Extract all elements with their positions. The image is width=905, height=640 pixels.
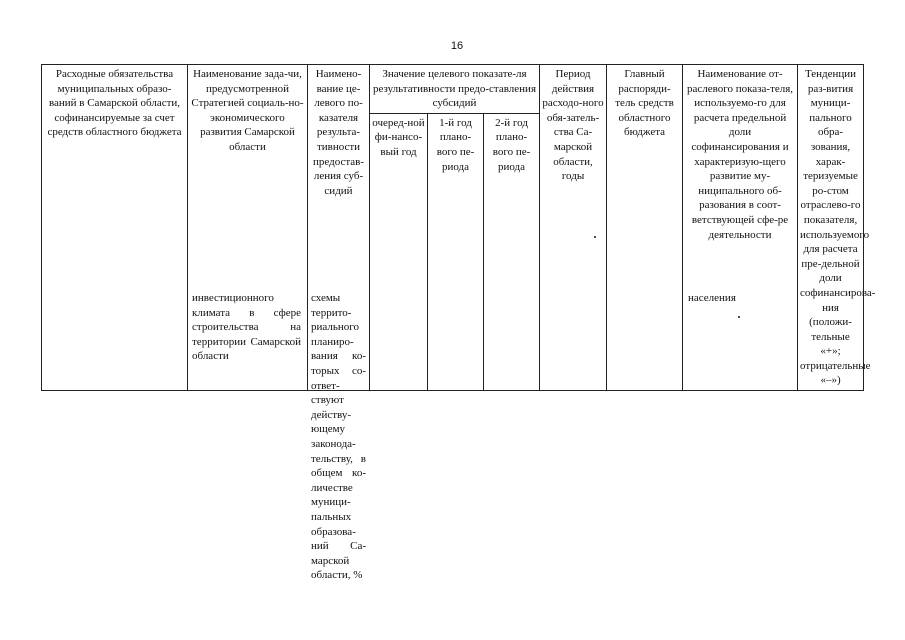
continuation-task-text: инвестиционного климата в сфере строительства на территории Самарской области — [192, 292, 301, 363]
scan-speck — [738, 316, 740, 318]
header-expenditure-obligations: Расходные обязательства муниципальных образо-ваний в Самарской области, софинансируемые за счет средств областного бюджета — [42, 65, 188, 391]
page-number: 16 — [450, 40, 464, 52]
header-table — [41, 64, 876, 391]
header-planning-year-1: 1-й год плано-вого пе-риода — [428, 113, 484, 390]
continuation-sector-text: населения — [688, 292, 736, 304]
header-planning-year-2: 2-й год плано-вого пе-риода — [484, 113, 540, 390]
header-task-name: Наименование зада-чи, предусмотренной Стратегией социаль-но-экономического развития Самарской области — [188, 65, 308, 391]
header-indicator-name: Наимено-вание це-левого по-казателя результа-тивности предостав-ления суб-сидий — [308, 65, 370, 391]
header-target-indicator-value: Значение целевого показате-ля результативности предо-ставления субсидий — [370, 65, 540, 114]
scan-speck — [594, 236, 596, 238]
header-next-fiscal-year: очеред-ной фи-нансо-вый год — [370, 113, 428, 390]
header-sector-indicator: Наименование от-раслевого показа-теля, используемо-го для расчета предельной доли софинансирования и характеризую-щего развитие му-ниципального об-разования в соот-ветствующей сфе-ре деятельности — [683, 65, 798, 391]
header-period: Период действия расходо-ного обя-затель-ства Са-марской области, годы — [540, 65, 607, 391]
continuation-indicator-text: схемы террито-риального планиро-вания ко-торых со-ответ-ствуют действу-ющему законода-тельству, в общем ко-личестве муници-пальных образова-ний Са-марской области, % — [311, 292, 366, 582]
header-budget-manager: Главный распоряди-тель средств областного бюджета — [607, 65, 683, 391]
header-trends: Тенденции раз-вития муници-пального обра-зования, харак-теризуемые ро-стом отраслево-го показателя, используемого для расчета пре-дельной доли софинансирова-ния (положи-тельные «+»; отрицательные «–») — [798, 65, 864, 391]
